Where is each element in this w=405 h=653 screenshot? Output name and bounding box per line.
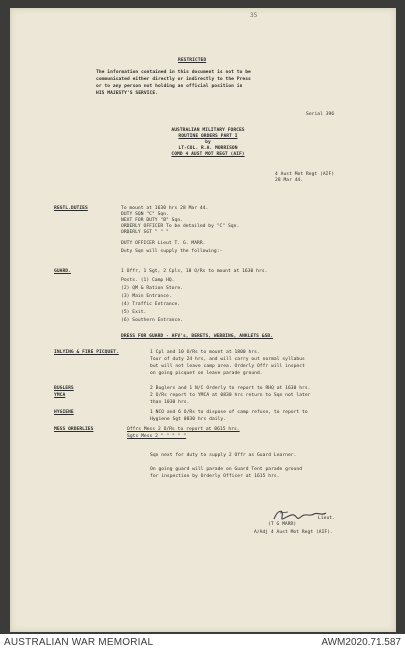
archive-reference: AWM2020.71.587 bbox=[321, 637, 401, 648]
notice-line: communicated either directly or indirectly to the Press bbox=[96, 77, 251, 82]
unit-location: 4 Aust Mot Regt (AIF) bbox=[275, 172, 335, 177]
signature-name: (T G MARR) bbox=[268, 522, 297, 527]
inlying-label: INLYING & FIRE PICQUET. bbox=[54, 350, 119, 355]
notice-line: The information contained in this document is not to be bbox=[96, 70, 251, 75]
heading-line: COMD 4 AUST MOT REGT (AIF) bbox=[171, 152, 245, 157]
inlying-line: 1 Cpl and 10 O/Rs to mount at 1800 hrs. bbox=[150, 350, 260, 355]
regtl-duties-label: REGTL.DUTIES bbox=[54, 206, 88, 211]
corner-mark: 35 bbox=[250, 12, 258, 19]
notice-line: or to any person not holding an official position in bbox=[96, 84, 243, 89]
guard-dress: DRESS FOR GUARD - AFV's, BERETS, WEBBING, ANKLETS &SB. bbox=[121, 334, 274, 339]
regtl-line: DUTY OFFICER Lieut T. G. MARR. bbox=[121, 241, 206, 246]
guard-line: (5) Exit. bbox=[121, 310, 147, 315]
heading-line: ROUTINE ORDERS PART I bbox=[178, 134, 238, 139]
guard-label: GUARD. bbox=[54, 269, 71, 274]
ymca-line: 2 O/Rs report to YMCA at 0830 hrs return to Sqn not later bbox=[150, 393, 311, 398]
archive-name: AUSTRALIAN WAR MEMORIAL bbox=[4, 637, 154, 648]
ymca-label: YMCA bbox=[54, 393, 66, 398]
guard-line: Posts. (1) Camp HQ. bbox=[121, 278, 175, 283]
regtl-line: ORDERLY OFFICER To be detailed by "C" Sqn. bbox=[121, 224, 240, 229]
guard-line: (2) QM & Ration Store. bbox=[121, 286, 183, 291]
hygiene-line: Hygiene Sgt 0830 hrs daily. bbox=[150, 417, 227, 422]
guard-line: (6) Southern Entrance. bbox=[121, 318, 183, 323]
heading-line: by bbox=[205, 140, 211, 145]
mess-line: Offrs Mess 2 O/Rs to report at 0615 hrs. bbox=[127, 427, 240, 432]
hygiene-line: 1 NCO and 6 O/Rs to dispose of camp refuse, to report to bbox=[150, 410, 308, 415]
buglers-line: 2 Buglers and 1 N/C Orderly to report to RHQ at 1630 hrs. bbox=[150, 386, 311, 391]
closing-line: for inspection by Orderly Officer at 1615 hrs. bbox=[150, 474, 280, 479]
regtl-line: ORDERLY SGT " " " bbox=[121, 230, 169, 235]
archive-footer bbox=[0, 634, 405, 653]
signature-title: A/Adj 4 Aust Mot Regt (AIF). bbox=[254, 530, 333, 535]
heading-line: LT-COL. R.A. MORRISON bbox=[178, 146, 238, 151]
closing-line: Sqn next for duty to supply 2 Offr as Guard Learner. bbox=[150, 453, 297, 458]
hygiene-label: HYGIENE bbox=[54, 410, 74, 415]
guard-line: (3) Main Entrance. bbox=[121, 294, 172, 299]
order-date: 28 Mar 44. bbox=[275, 178, 304, 183]
guard-line: 1 Offr, 1 Sgt, 2 Cpls, 18 O/Rs to mount at 1630 hrs. bbox=[121, 269, 268, 274]
regtl-line: DUTY SQN "C" Sqn. bbox=[121, 212, 169, 217]
document-page bbox=[10, 8, 396, 632]
closing-line: On going guard will parade on Guard Tent parade ground bbox=[150, 467, 303, 472]
inlying-line: Tour of duty 24 hrs, and will carry out normal syllabus bbox=[150, 357, 305, 362]
signature-rank: Lieut. bbox=[318, 516, 335, 521]
notice-line: HIS MAJESTY'S SERVICE. bbox=[96, 91, 158, 96]
regtl-line: Duty Sqn will supply the following:- bbox=[121, 249, 223, 254]
heading-line: AUSTRALIAN MILITARY FORCES bbox=[171, 128, 245, 133]
buglers-label: BUGLERS bbox=[54, 386, 74, 391]
regtl-line: To mount at 1630 hrs 28 Mar 44. bbox=[121, 206, 209, 211]
regtl-line: NEXT FOR DUTY "B" Sqn. bbox=[121, 218, 183, 223]
serial-number: Serial 396 bbox=[306, 112, 335, 117]
mess-line: Sgts Mess 2 " " " " " bbox=[127, 434, 187, 439]
inlying-line: on going picquet on leave parade ground. bbox=[150, 371, 263, 376]
inlying-line: but will not leave camp area. Orderly Offr will inspect bbox=[150, 364, 305, 369]
restricted-label: RESTRICTED bbox=[178, 58, 207, 63]
ymca-line: than 1030 hrs. bbox=[150, 400, 190, 405]
mess-label: MESS ORDERLIES bbox=[54, 427, 94, 432]
guard-line: (4) Traffic Entrance. bbox=[121, 302, 181, 307]
